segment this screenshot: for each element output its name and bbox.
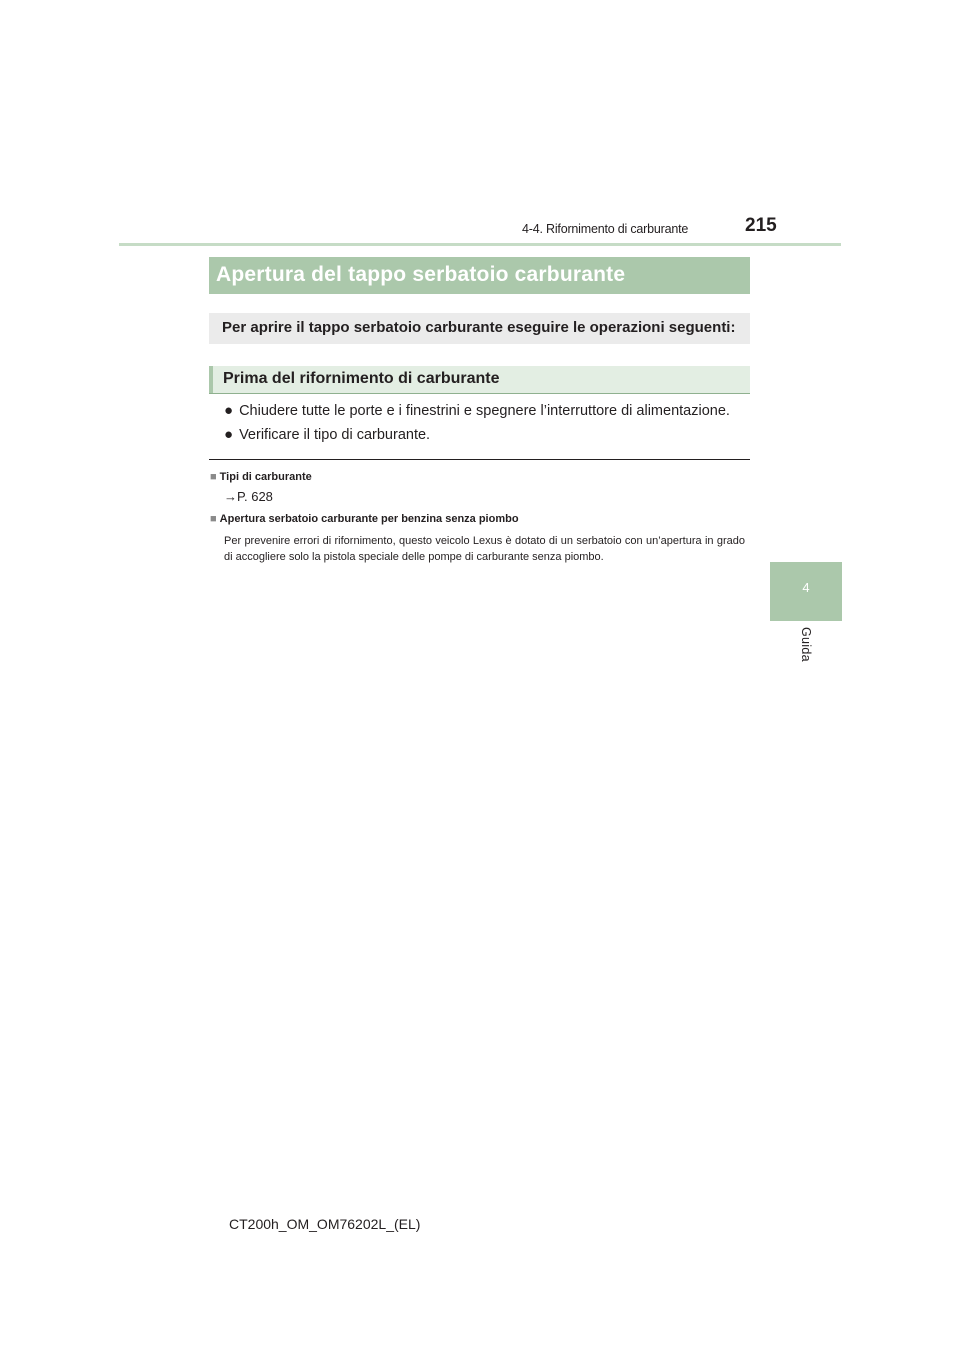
- chapter-number: 4: [802, 580, 810, 595]
- chapter-side-tab[interactable]: [770, 562, 842, 621]
- square-bullet-icon: ■: [210, 513, 217, 525]
- bullet-dot-icon: ●: [224, 426, 234, 443]
- note-heading: [210, 513, 519, 525]
- content-divider: [209, 459, 750, 460]
- bullet-item: [224, 402, 730, 419]
- subsection-accent: [209, 366, 213, 393]
- page-title: Apertura del tappo serbatoio carburante: [216, 263, 626, 286]
- square-bullet-icon: ■: [210, 471, 217, 483]
- note-heading-text: Apertura serbatoio carburante per benzina senza piombo: [219, 513, 519, 525]
- header-divider: [119, 243, 841, 246]
- note-heading-text: Tipi di carburante: [219, 471, 312, 483]
- subsection-title: Prima del rifornimento di carburante: [223, 370, 500, 387]
- title-bar: [209, 257, 750, 294]
- footer-document-code: CT200h_OM_OM76202L_(EL): [229, 1216, 421, 1232]
- bullet-dot-icon: ●: [224, 402, 234, 419]
- bullet-text: Verificare il tipo di carburante.: [239, 427, 431, 443]
- page-number: 215: [745, 215, 777, 236]
- header-section-title: 4-4. Rifornimento di carburante: [522, 222, 689, 236]
- bullet-item: [224, 426, 430, 443]
- note-heading: [210, 471, 312, 483]
- page-reference-link[interactable]: →P. 628: [224, 489, 273, 504]
- chapter-label: Guida: [799, 627, 813, 662]
- intro-bar: [209, 313, 750, 344]
- bullet-text: Chiudere tutte le porte e i finestrini e spegnere l’interruttore di alimentazione.: [239, 403, 730, 419]
- intro-text: Per aprire il tappo serbatoio carburante eseguire le operazioni seguenti:: [222, 319, 736, 336]
- subsection-bar: [209, 366, 750, 394]
- note-body: Per prevenire errori di rifornimento, questo veicolo Lexus è dotato di un serbatoio con un’apertura in grado di accogliere solo la pistola speciale delle pompe di carburante senza piombo.: [224, 535, 745, 563]
